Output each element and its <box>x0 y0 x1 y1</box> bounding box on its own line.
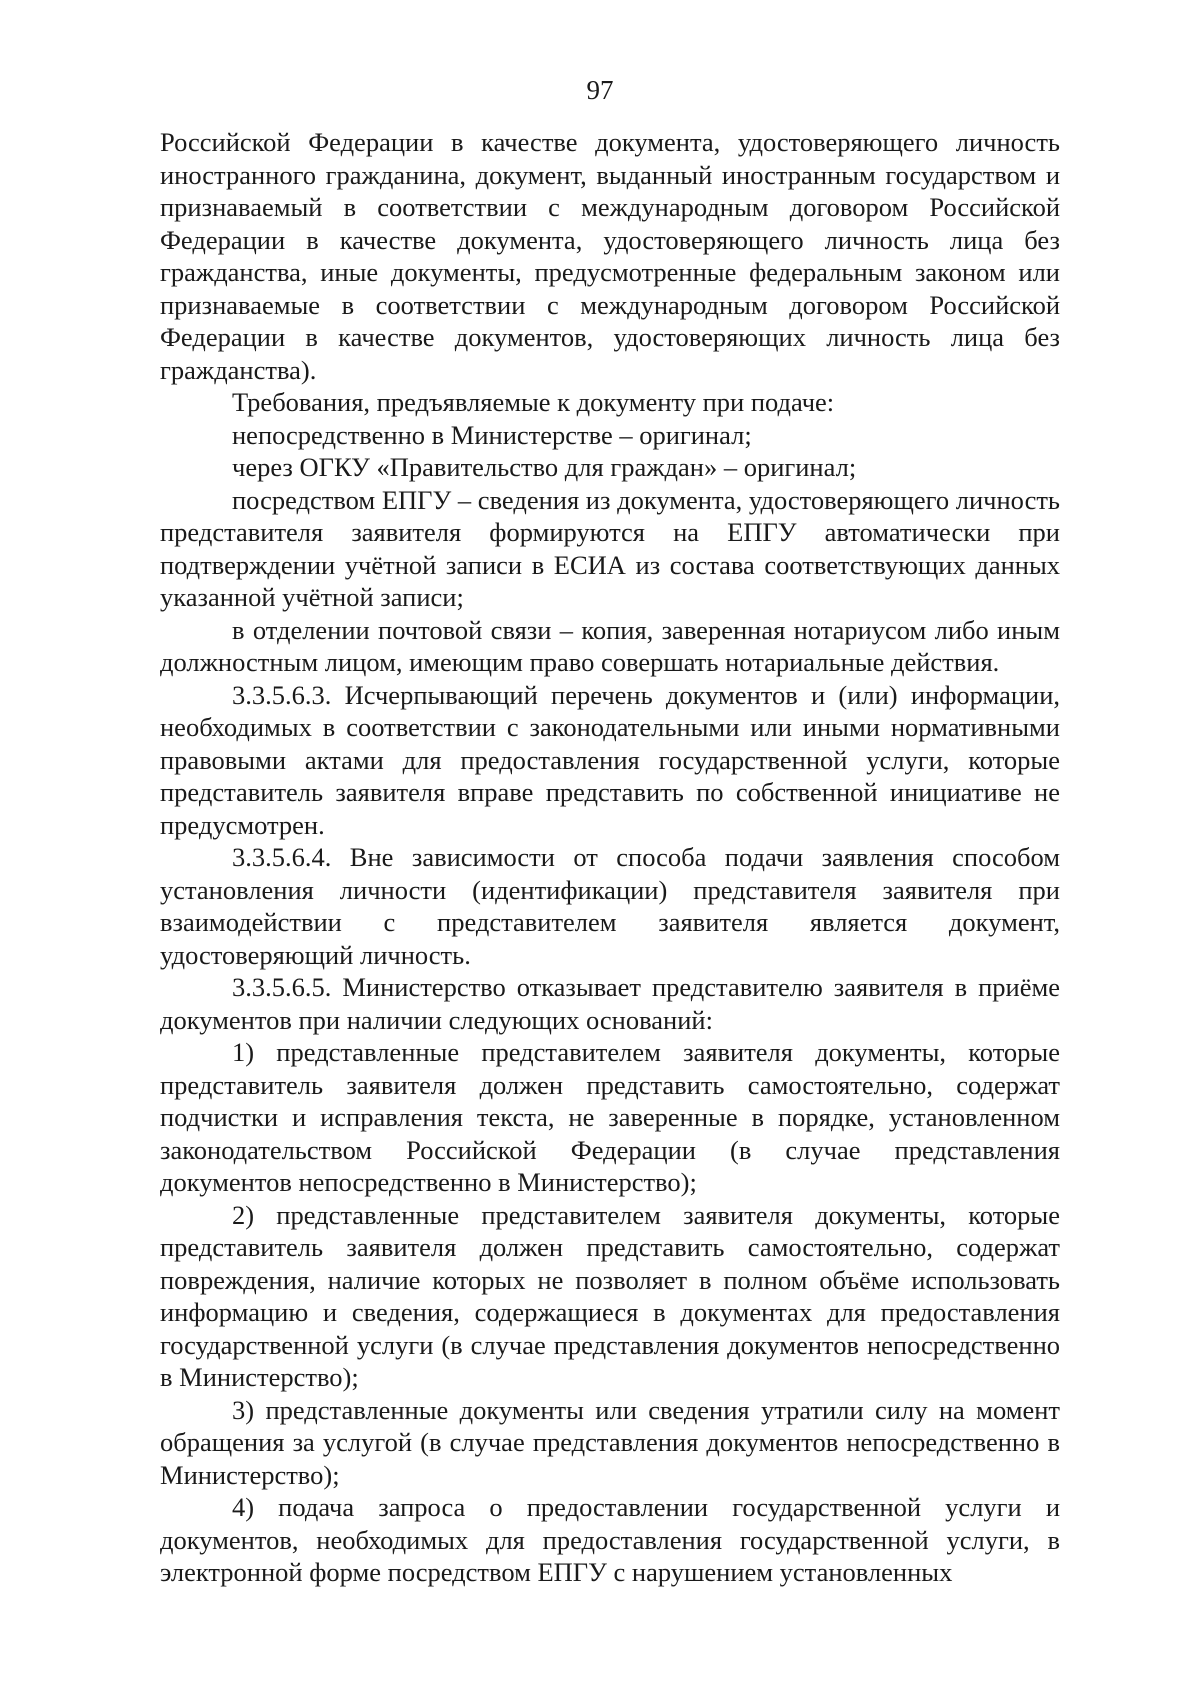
page-number: 97 <box>586 75 614 105</box>
list-item: 4) подача запроса о предоставлении государственной услуги и документов, необходимых для предоставления государственной услуги, в электронной форме посредством ЕПГУ с нарушением установленных <box>160 1492 1060 1587</box>
paragraph: Российской Федерации в качестве документа, удостоверяющего личность иностранного гражданина, документ, выданный иностранным государством и признаваемый в соответствии с международным договором Российской Федерации в качестве документа, удостоверяющего личность лица без гражданства, иные документы, предусмотренные федеральным законом или признаваемые в соответствии с международным договором Российской Федерации в качестве документов, удостоверяющих личность лица без гражданства). <box>160 127 1060 385</box>
paragraph: 3.3.5.6.4. Вне зависимости от способа подачи заявления способом установления личности (идентификации) представителя заявителя при взаимодействии с представителем заявителя является документ, удостоверяющий личность. <box>160 842 1060 970</box>
paragraph: Требования, предъявляемые к документу при подаче: <box>232 387 835 417</box>
paragraph: непосредственно в Министерстве – оригинал; <box>232 419 752 450</box>
list-item: 1) представленные представителем заявителя документы, которые представитель заявителя должен представить самостоятельно, содержат подчистки и исправления текста, не заверенные в порядке, установленном законодательством Российской Федерации (в случае представления документов непосредственно в Министерство); <box>160 1037 1060 1197</box>
paragraph: 3.3.5.6.5. Министерство отказывает представителю заявителя в приёме документов при наличии следующих оснований: <box>160 972 1060 1035</box>
list-item: 2) представленные представителем заявителя документы, которые представитель заявителя должен представить самостоятельно, содержат повреждения, наличие которых не позволяет в полном объёме использовать информацию и сведения, содержащиеся в документах для предоставления государственной услуги (в случае представления документов непосредственно в Министерство); <box>160 1199 1060 1392</box>
paragraph: в отделении почтовой связи – копия, заверенная нотариусом либо иным должностным лицом, имеющим право совершать нотариальные действия. <box>160 614 1060 677</box>
list-item: 3) представленные документы или сведения утратили силу на момент обращения за услугой (в случае представления документов непосредственно в Министерство); <box>160 1394 1060 1490</box>
paragraph: посредством ЕПГУ – сведения из документа, удостоверяющего личность представителя заявителя формируются на ЕПГУ автоматически при подтверждении учётной записи в ЕСИА из состава соответствующих данных указанной учётной записи; <box>160 484 1060 612</box>
paragraph: через ОГКУ «Правительство для граждан» – оригинал; <box>232 452 857 482</box>
paragraph: 3.3.5.6.3. Исчерпывающий перечень документов и (или) информации, необходимых в соответствии с законодательными или иными нормативными правовыми актами для предоставления государственной услуги, которые представитель заявителя вправе представить по собственной инициативе не предусмотрен. <box>160 679 1060 840</box>
document-body <box>160 126 1060 1589</box>
